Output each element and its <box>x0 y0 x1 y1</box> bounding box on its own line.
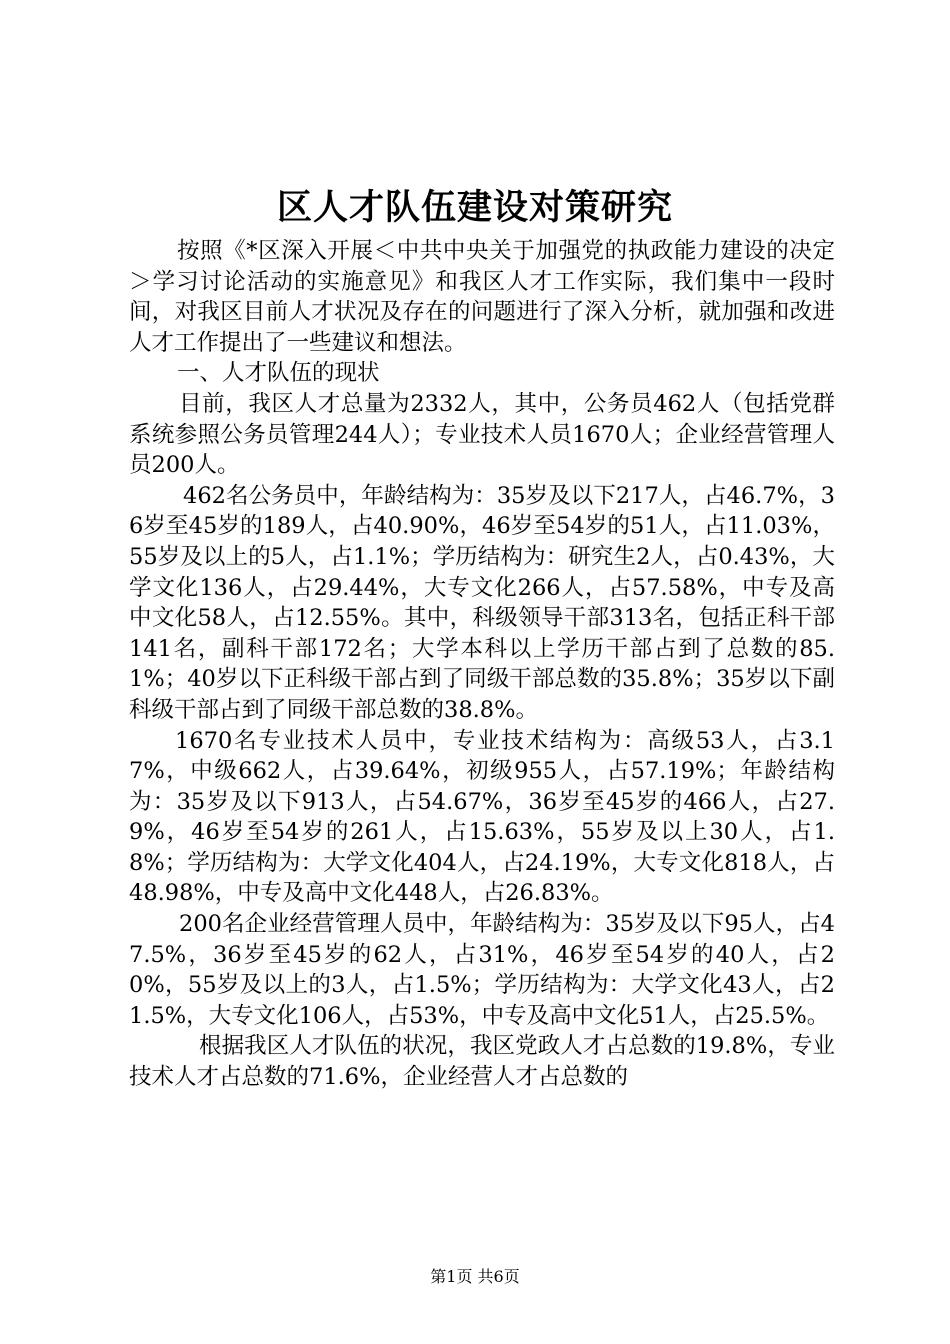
document-title: 区人才队伍建设对策研究 <box>276 187 673 228</box>
paragraph-enterprise-managers: 200名企业经营管理人员中，年龄结构为：35岁及以下95人，占47.5%，36岁至45岁的62人，占31%，46岁至54岁的40人，占20%，55岁及以上的3人，占1.5%；学历结构为：大学文化43人，占21.5%，大专文化106人，占53%，中专及高中文化51人，占25.5%。 <box>129 911 835 1029</box>
paragraph-overview: 目前，我区人才总量为2332人，其中，公务员462人（包括党群系统参照公务员管理244人）；专业技术人员1670人；企业经营管理人员200人。 <box>129 390 835 479</box>
page-footer: 第1页 共6页 <box>430 1267 520 1286</box>
paragraph-civil-servants: 462名公务员中，年龄结构为：35岁及以下217人，占46.7%，36岁至45岁的189人，占40.90%，46岁至54岁的51人，占11.03%，55岁及以上的5人，占1.1%；学历结构为：研究生2人，占0.43%，大学文化136人，占29.44%，大专文化266人，占57.58%，中专及高中文化58人，占12.55%。其中，科级领导干部313名，包括正科干部141名，副科干部172名；大学本科以上学历干部占到了总数的85.1%；40岁以下正科级干部占到了同级干部总数的35.8%；35岁以下副科级干部占到了同级干部总数的38.8%。 <box>129 482 835 723</box>
section-heading-1: 一、人才队伍的现状 <box>177 360 380 387</box>
document-body <box>129 236 835 1093</box>
paragraph-intro: 按照《*区深入开展＜中共中央关于加强党的执政能力建设的决定＞学习讨论活动的实施意见》和我区人才工作实际，我们集中一段时间，对我区目前人才状况及存在的问题进行了深入分析，就加强和改进人才工作提出了一些建议和想法。 <box>129 238 835 356</box>
paragraph-technical-staff: 1670名专业技术人员中，专业技术结构为：高级53人，占3.17%，中级662人，占39.64%，初级955人，占57.19%；年龄结构为：35岁及以下913人，占54.67%，36岁至45岁的466人，占27.9%，46岁至54岁的261人，占15.63%，55岁及以上30人，占1.8%；学历结构为：大学文化404人，占24.19%，大专文化818人，占48.98%，中专及高中文化448人，占26.83%。 <box>129 727 835 907</box>
paragraph-summary: 根据我区人才队伍的状况，我区党政人才占总数的19.8%，专业技术人才占总数的71.6%，企业经营人才占总数的 <box>129 1033 835 1091</box>
